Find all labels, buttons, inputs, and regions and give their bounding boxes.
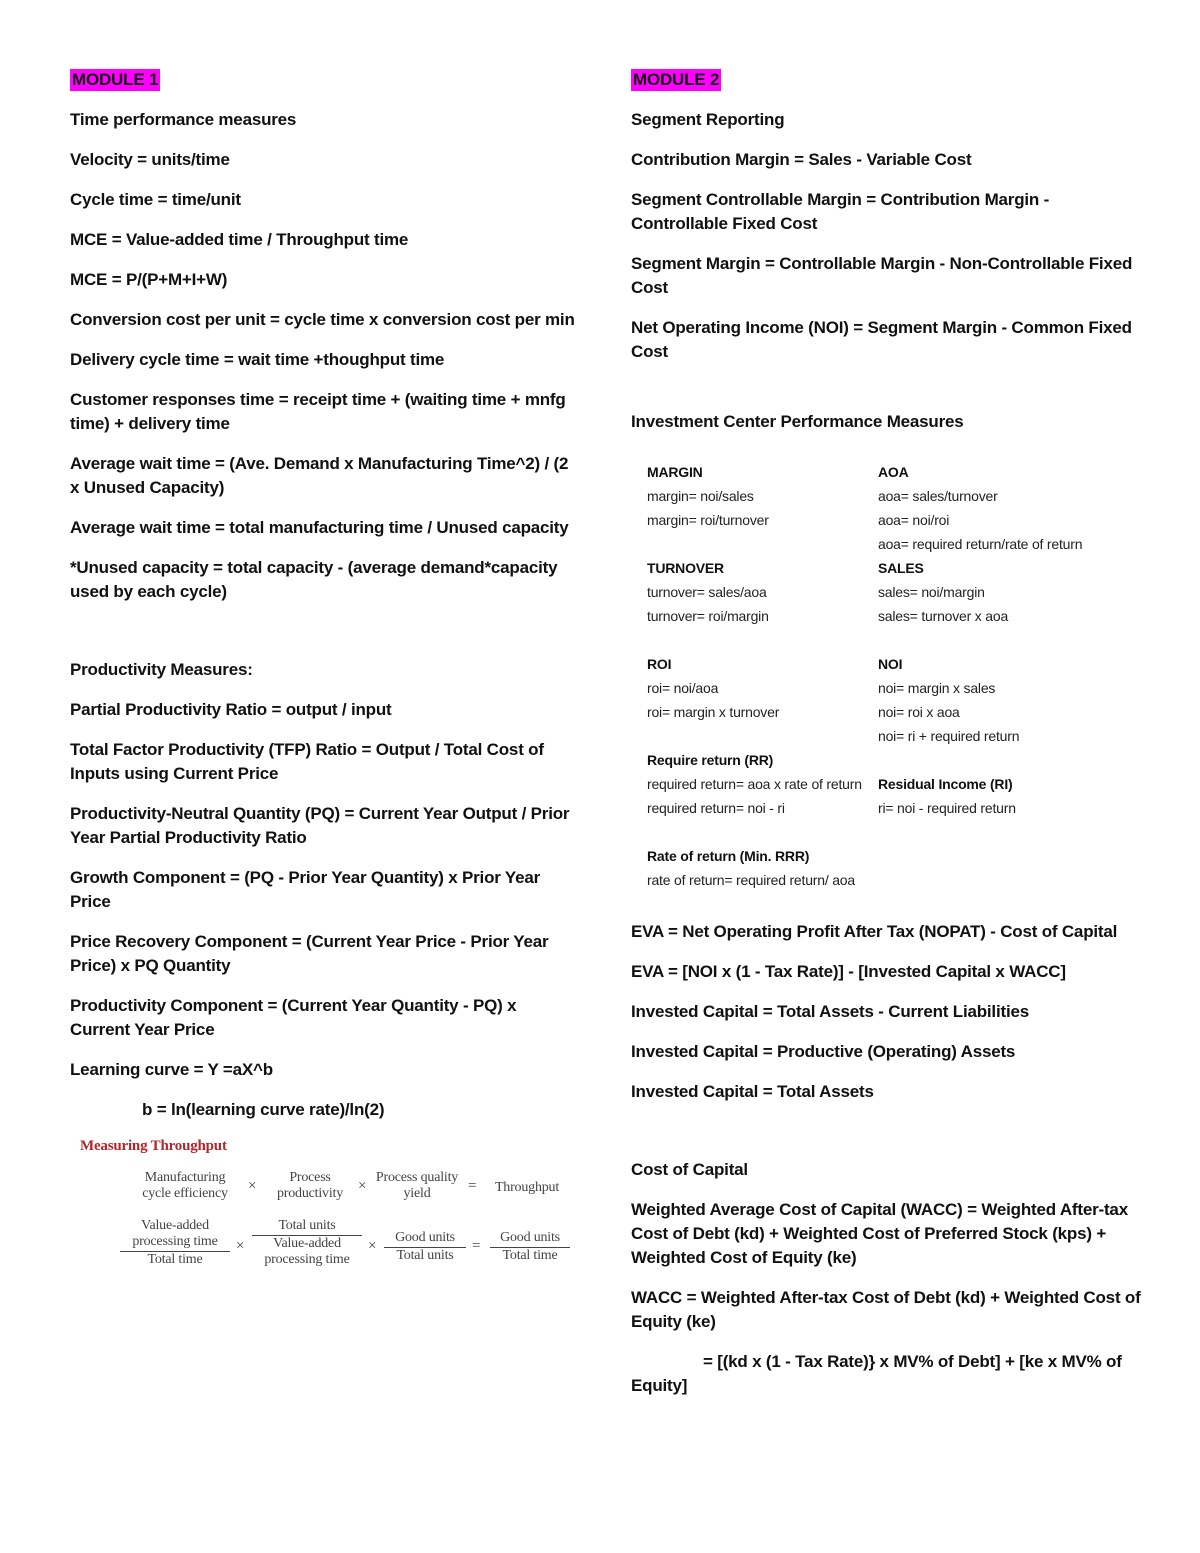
measure-formula: sales= turnover x aoa [878,608,1009,624]
fraction-numerator: Total units [252,1218,362,1236]
segment-reporting-title: Segment Reporting [631,110,785,129]
formula-line: Price Recovery Component = (Current Year Price - Prior Year Price) x PQ Quantity [70,932,549,975]
formula-line: Growth Component = (PQ - Prior Year Quantity) x Prior Year Price [70,868,541,911]
spacer [647,724,877,748]
times-sign: × [248,1178,257,1194]
measure-formula: rate of return= required return/ aoa [647,872,855,888]
measure-heading: AOA [878,464,909,480]
measure-formula: roi= margin x turnover [647,704,780,720]
formula-line: Weighted Average Cost of Capital (WACC) = Weighted After-tax Cost of Debt (kd) + Weighted Cost of Preferred Stock (kps) + Weighted Cost of Equity (ke) [631,1200,1128,1267]
formula-line: Velocity = units/time [70,150,230,169]
measure-formula: aoa= required return/rate of return [878,536,1083,552]
formula-line: Productivity Component = (Current Year Quantity - PQ) x Current Year Price [70,996,517,1039]
module2-heading: MODULE 2 [633,70,720,89]
measures-right-column [878,460,1138,820]
measure-formula: turnover= roi/margin [647,608,769,624]
measure-heading: Rate of return (Min. RRR) [647,848,810,864]
fraction-denominator: Total time [502,1248,558,1263]
equals-sign: = [468,1178,477,1194]
fraction-good-units [384,1230,466,1264]
measure-heading: ROI [647,656,672,672]
formula-line: MCE = Value-added time / Throughput time [70,230,409,249]
formula-line: Cycle time = time/unit [70,190,241,209]
measure-formula: roi= noi/aoa [647,680,719,696]
investment-measures-figure [631,450,1141,920]
measure-heading: Require return (RR) [647,752,774,768]
mce-label: Manufacturing cycle efficiency [142,1170,228,1201]
formula-line: Invested Capital = Total Assets - Current Liabilities [631,1002,1029,1021]
spacer [647,532,877,556]
productivity-title: Productivity Measures: [70,660,253,679]
wacc-expanded-formula [631,1350,1141,1398]
fraction-good-units-time [490,1230,570,1264]
equals-sign: = [472,1238,481,1254]
fraction-total-units [252,1218,362,1268]
formula-line: Net Operating Income (NOI) = Segment Margin - Common Fixed Cost [631,318,1132,361]
formula-line: Contribution Margin = Sales - Variable Cost [631,150,972,169]
measure-formula: noi= margin x sales [878,680,996,696]
time-formula-list [70,148,580,604]
measure-formula: aoa= noi/roi [878,512,950,528]
module1-column [70,68,580,1278]
fraction-va-time [120,1218,230,1268]
measure-formula: noi= ri + required return [878,728,1020,744]
formula-line: Customer responses time = receipt time + (waiting time + mnfg time) + delivery time [70,390,566,433]
measure-formula: noi= roi x aoa [878,704,960,720]
throughput-title: Measuring Throughput [80,1138,227,1154]
formula-line: Average wait time = (Ave. Demand x Manufacturing Time^2) / (2 x Unused Capacity) [70,454,569,497]
measure-formula: required return= aoa x rate of return [647,776,862,792]
fraction-denominator: Value-added processing time [264,1236,350,1267]
spacer [878,748,1138,772]
fraction-numerator: Good units [490,1230,570,1248]
process-productivity-label: Process productivity [276,1170,344,1201]
measure-formula: ri= noi - required return [878,800,1016,816]
measure-formula: required return= noi - ri [647,800,785,816]
measure-heading: TURNOVER [647,560,724,576]
time-performance-title: Time performance measures [70,110,297,129]
formula-line: Segment Controllable Margin = Contribution Margin - Controllable Fixed Cost [631,190,1050,233]
fraction-numerator: Value-added processing time [120,1218,230,1252]
throughput-label: Throughput [494,1180,560,1195]
formula-line: Productivity-Neutral Quantity (PQ) = Current Year Output / Prior Year Partial Productivity Ratio [70,804,570,847]
measure-heading: SALES [878,560,924,576]
formula-line: WACC = Weighted After-tax Cost of Debt (kd) + Weighted Cost of Equity (ke) [631,1288,1141,1331]
measure-heading: NOI [878,656,903,672]
times-sign: × [358,1178,367,1194]
measure-formula: margin= roi/turnover [647,512,769,528]
measures-left-column [647,460,877,892]
fraction-denominator: Total units [396,1248,454,1263]
measure-formula: aoa= sales/turnover [878,488,998,504]
formula-line: Partial Productivity Ratio = output / input [70,700,392,719]
formula-line: EVA = [NOI x (1 - Tax Rate)] - [Invested Capital x WACC] [631,962,1066,981]
formula-line: Segment Margin = Controllable Margin - Non-Controllable Fixed Cost [631,254,1133,297]
module1-heading: MODULE 1 [72,70,159,89]
productivity-formula-list [70,698,580,1082]
measure-heading: MARGIN [647,464,703,480]
fraction-numerator: Good units [384,1230,466,1248]
segment-formula-list [631,148,1141,364]
spacer [878,628,1138,652]
measure-formula: turnover= sales/aoa [647,584,767,600]
investment-center-title: Investment Center Performance Measures [631,412,964,431]
formula-line: EVA = Net Operating Profit After Tax (NOPAT) - Cost of Capital [631,922,1118,941]
formula-line: Invested Capital = Total Assets [631,1082,874,1101]
spacer [647,820,877,844]
measure-formula: sales= noi/margin [878,584,985,600]
formula-line: Delivery cycle time = wait time +thoughput time [70,350,445,369]
fraction-denominator: Total time [147,1252,203,1267]
formula-line: Average wait time = total manufacturing time / Unused capacity [70,518,569,537]
wacc-expanded-text: = [(kd x (1 - Tax Rate)} x MV% of Debt] + [ke x MV% of Equity] [631,1352,1122,1395]
learning-b-formula: b = ln(learning curve rate)/ln(2) [142,1100,385,1119]
formula-line: MCE = P/(P+M+I+W) [70,270,228,289]
formula-line: Total Factor Productivity (TFP) Ratio = Output / Total Cost of Inputs using Current Price [70,740,544,783]
times-sign: × [368,1238,377,1254]
throughput-figure [80,1138,580,1278]
formula-line: Learning curve = Y =aX^b [70,1060,273,1079]
formula-line: Conversion cost per unit = cycle time x conversion cost per min [70,310,575,329]
times-sign: × [236,1238,245,1254]
formula-line: Invested Capital = Productive (Operating) Assets [631,1042,1016,1061]
module2-column [631,68,1141,1414]
eva-formula-list [631,920,1141,1104]
quality-yield-label: Process quality yield [375,1170,459,1201]
spacer [647,628,877,652]
formula-line: *Unused capacity = total capacity - (average demand*capacity used by each cycle) [70,558,558,601]
cost-of-capital-title: Cost of Capital [631,1160,748,1179]
measure-formula: margin= noi/sales [647,488,754,504]
measure-heading: Residual Income (RI) [878,776,1013,792]
